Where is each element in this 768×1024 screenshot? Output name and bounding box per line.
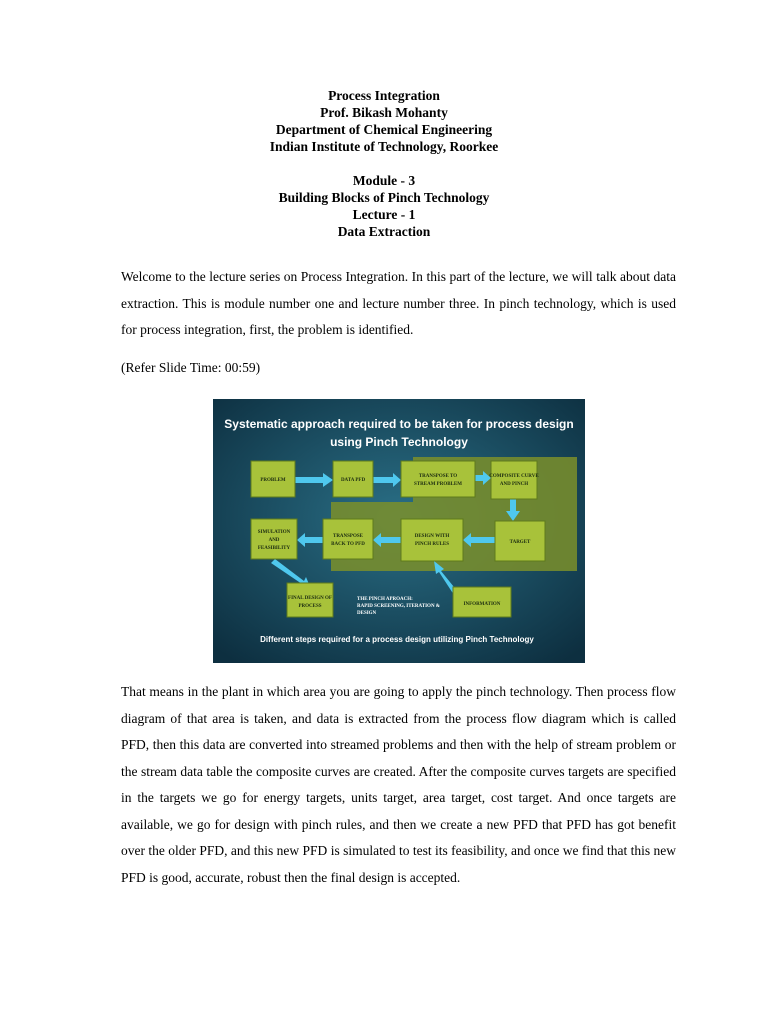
svg-text:PROBLEM: PROBLEM [260,478,286,483]
flow-diagram [213,399,585,663]
box-transpose-back [323,519,373,559]
svg-text:PROCESS: PROCESS [298,604,322,609]
slide-caption: Different steps required for a process design utilizing Pinch Technology [260,635,534,644]
svg-text:TRANSPOSE: TRANSPOSE [332,534,364,539]
box-transpose-stream [401,461,475,497]
intro-paragraph: Welcome to the lecture series on Process Integration. In this part of the lecture, we will talk about data extraction. This is module number one and lecture number three. In pinch technology, which is used for process integration, first, the problem is identified. [121,269,676,337]
course-title: Process Integration [328,88,440,103]
department-name: Department of Chemical Engineering [275,122,493,137]
module-title: Building Blocks of Pinch Technology [278,190,490,205]
explanation-paragraph: That means in the plant in which area you are going to apply the pinch technology. Then process flow diagram of that area is taken, and data is extracted from the process flow diagram which is called PFD, then this data are converted into streamed problems and then with the help of stream problem or the stream data table the composite curves are created. After the composite curves targets are specified in the targets we go for energy targets, units target, area target, cost target. And once targets are available, we go for design with pinch rules, and then we create a new PFD that PFD has got benefit over the older PFD, and this new PFD is simulated to test its feasibility, and once we find that this new PFD is good, accurate, robust then the final design is accepted. [121,684,676,885]
svg-text:BACK TO PFD: BACK TO PFD [331,542,365,547]
lecture-number: Lecture - 1 [352,207,416,222]
svg-text:AND PINCH: AND PINCH [499,482,529,487]
svg-text:STREAM PROBLEM: STREAM PROBLEM [414,482,462,487]
svg-text:TARGET: TARGET [509,540,531,545]
paper-header [0,87,768,240]
svg-text:PINCH RULES: PINCH RULES [414,542,450,547]
box-composite-curve [491,461,537,499]
slide-title-line1: Systematic approach required to be taken for process design [224,417,574,431]
svg-text:INFORMATION: INFORMATION [463,602,501,607]
svg-text:DATA PFD: DATA PFD [340,478,366,483]
svg-text:DESIGN WITH: DESIGN WITH [414,534,450,539]
svg-text:TRANSPOSE TO: TRANSPOSE TO [418,474,458,479]
professor-name: Prof. Bikash Mohanty [320,105,448,120]
pinch-approach-line2: RAPID SCREENING, ITERATION & [357,604,440,609]
lecture-slide [213,399,585,663]
slide-time-reference: (Refer Slide Time: 00:59) [121,360,261,375]
svg-text:SIMULATION: SIMULATION [257,530,291,535]
pinch-approach-line1: THE PINCH APROACH: [357,597,413,602]
svg-text:AND: AND [268,538,280,543]
pinch-approach-line3: DESIGN [357,611,377,616]
lecture-title: Data Extraction [337,224,431,239]
institute-name: Indian Institute of Technology, Roorkee [269,139,499,154]
box-design-pinch [401,519,463,561]
slide-title-line2: using Pinch Technology [330,435,468,449]
svg-text:FEASIBILITY: FEASIBILITY [257,546,291,551]
svg-text:FINAL DESIGN OF: FINAL DESIGN OF [288,596,332,601]
svg-text:COMPOSITE CURVE: COMPOSITE CURVE [489,474,539,479]
module-number: Module - 3 [352,173,416,188]
